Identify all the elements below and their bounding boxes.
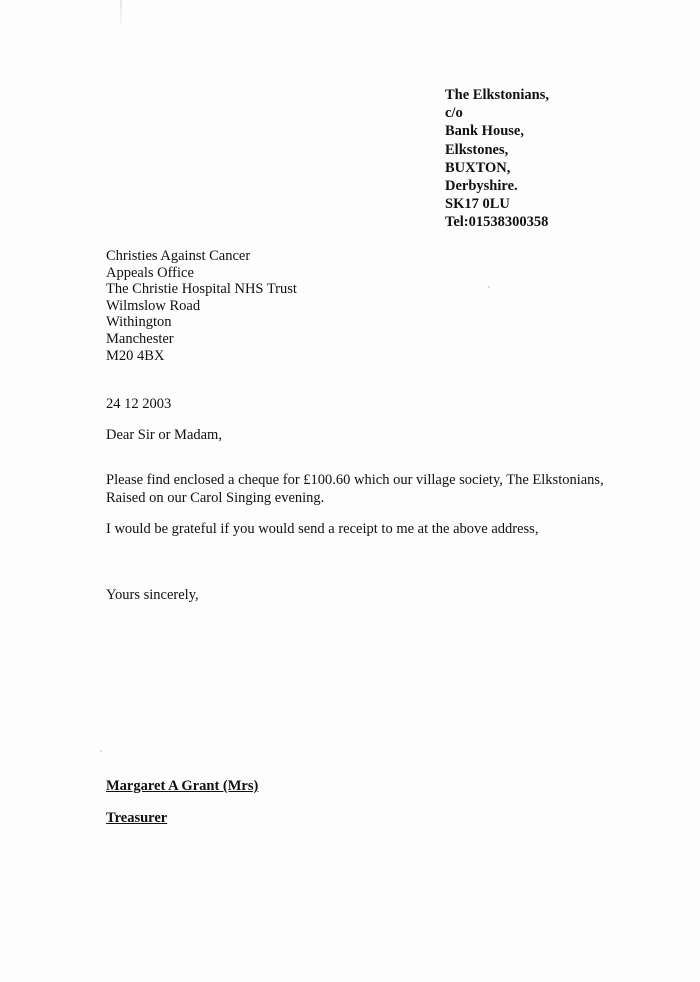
sender-line: Bank House, (445, 123, 524, 140)
sender-phone: Tel:01538300358 (445, 214, 549, 231)
sender-line: Derbyshire. (445, 178, 518, 195)
sender-line: Elkstones, (445, 141, 509, 158)
recipient-line: Withington (106, 314, 172, 331)
sender-line: BUXTON, (445, 159, 511, 176)
scan-speck (100, 750, 102, 752)
recipient-postcode: M20 4BX (106, 347, 165, 364)
sender-address (445, 86, 549, 232)
closing: Yours sincerely, (106, 587, 199, 603)
recipient-line: The Christie Hospital NHS Trust (106, 281, 297, 298)
recipient-address (106, 248, 297, 364)
salutation: Dear Sir or Madam, (106, 427, 222, 443)
sender-line: c/o (445, 105, 463, 122)
sender-line: The Elkstonians, (445, 87, 549, 103)
recipient-line: Wilmslow Road (106, 297, 201, 314)
scan-mark (120, 0, 122, 26)
signer-name: Margaret A Grant (Mrs) (106, 778, 259, 794)
recipient-line: Appeals Office (106, 264, 194, 281)
body-paragraph (106, 472, 626, 507)
receipt-request: I would be grateful if you would send a receipt to me at the above address, (106, 521, 539, 537)
body-line: Please find enclosed a cheque for £100.60 which our village society, The Elkstonians, (106, 472, 604, 488)
body-line: Raised on our Carol Singing evening. (106, 489, 325, 506)
signer-title: Treasurer (106, 810, 168, 826)
letter-date: 24 12 2003 (106, 396, 172, 412)
recipient-line: Manchester (106, 330, 174, 347)
recipient-line: Christies Against Cancer (106, 248, 251, 264)
scan-speck (488, 286, 490, 288)
sender-line: SK17 0LU (445, 196, 510, 213)
